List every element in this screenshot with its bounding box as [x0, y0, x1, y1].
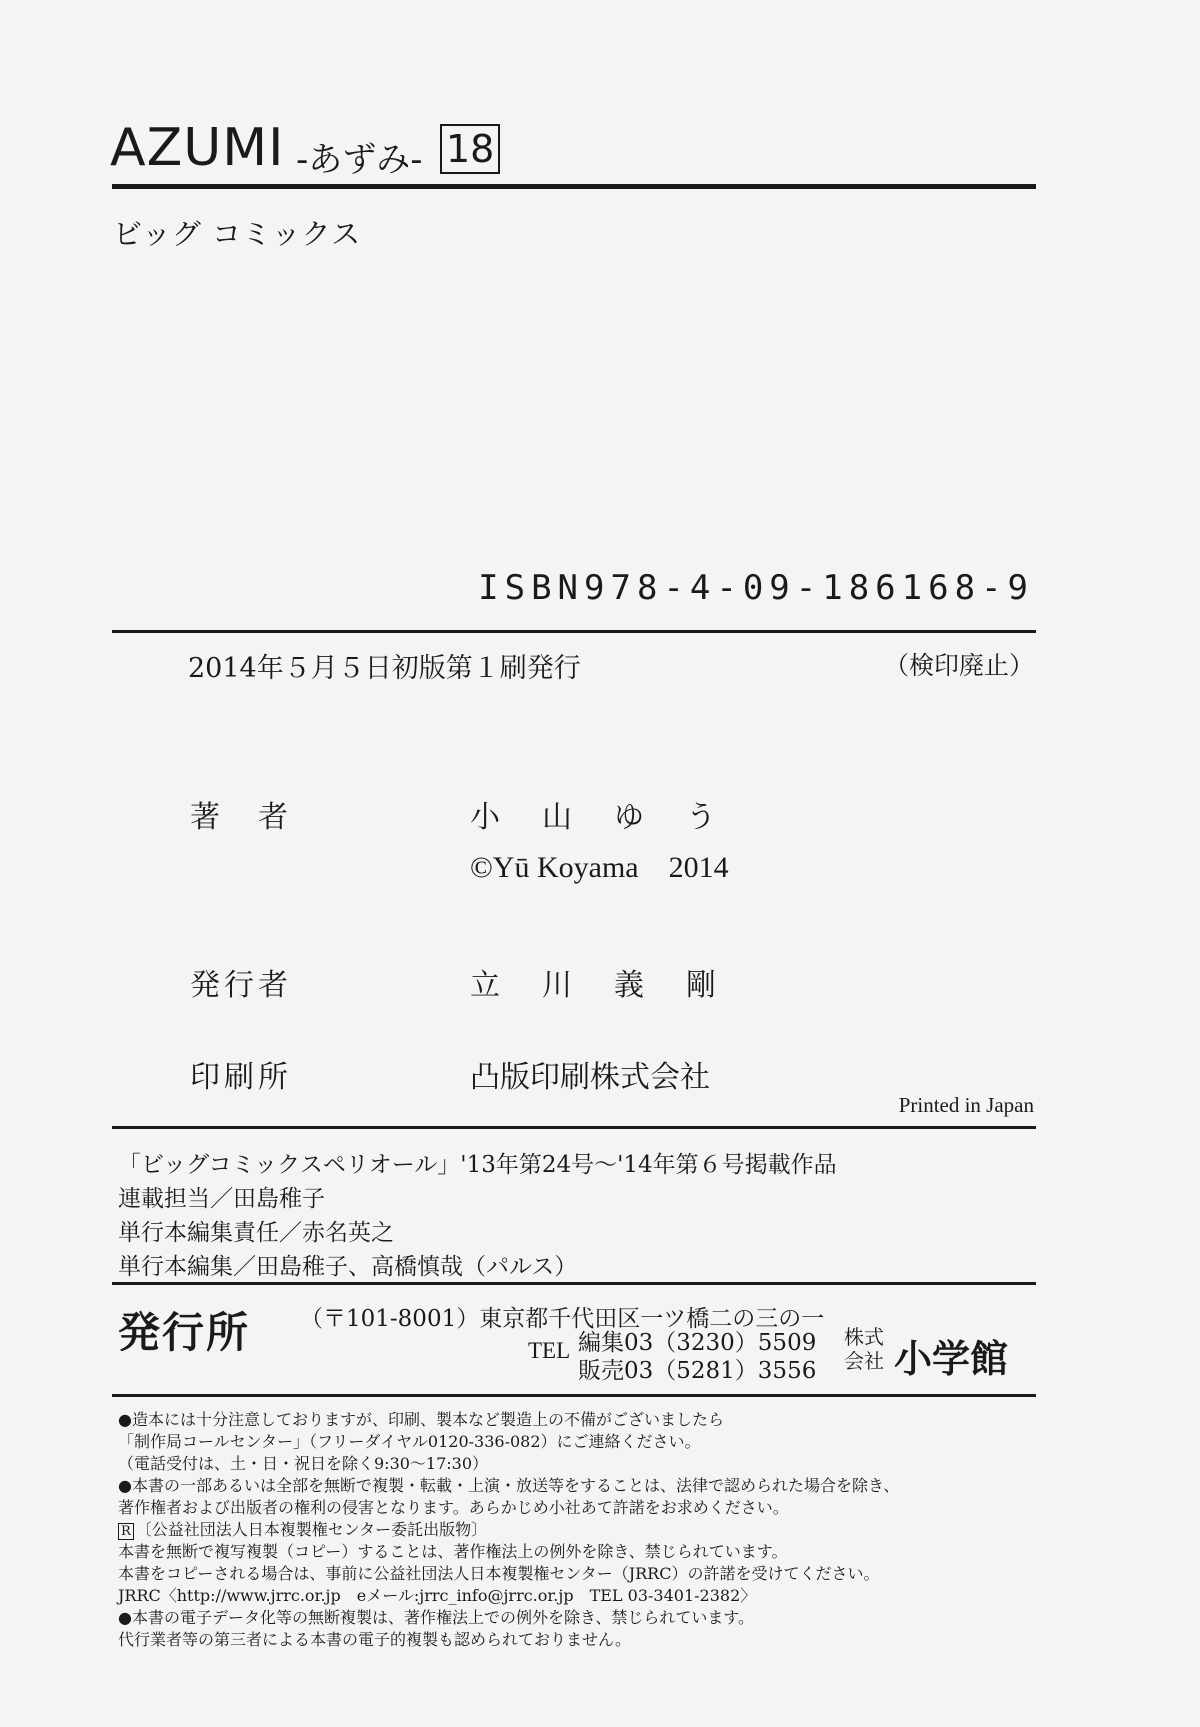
printed-in: Printed in Japan — [898, 1093, 1034, 1117]
note-line: （電話受付は、土・日・祝日を除く9:30～17:30） — [118, 1454, 489, 1473]
book-title-kana: -あずみ- — [296, 140, 423, 180]
copyright: ©Yū Koyama 2014 — [470, 851, 729, 884]
isbn-rule — [112, 630, 1036, 633]
company-prefix: 会社 — [844, 1349, 884, 1373]
note-line: ●本書の一部あるいは全部を無断で複製・転載・上演・放送等をすることは、法律で認められた場合を除き、 — [118, 1476, 900, 1495]
publisher-address: （〒101-8001）東京都千代田区一ツ橋二の三の一 — [300, 1306, 825, 1332]
note-line: 本書をコピーされる場合は、事前に公益社団法人日本複製権センター（JRRC）の許諾を受けてください。 — [118, 1564, 880, 1583]
note-text: 〔公益社団法人日本複製権センター委託出版物〕 — [135, 1520, 488, 1539]
note-line: 著作権者および出版者の権利の侵害となります。あらかじめ小社あて許諾をお求めください。 — [118, 1498, 789, 1517]
credit-line: 単行本編集／田島稚子、高橋慎哉（パルス） — [118, 1254, 578, 1280]
tel-label: TEL — [528, 1338, 571, 1363]
publisher-person-name: 立 川 義 剛 — [470, 968, 722, 1003]
company-name: 小学館 — [894, 1337, 1009, 1381]
publisher-label: 発行所 — [118, 1308, 251, 1357]
note-line: ●造本には十分注意しておりますが、印刷、製本など製造上の不備がございましたら — [118, 1410, 724, 1429]
book-title: AZUMI — [110, 118, 285, 178]
r-mark-icon: R — [118, 1523, 134, 1540]
note-line: 「制作局コールセンター」（フリーダイヤル0120-336-082）にご連絡ください。 — [118, 1432, 701, 1451]
publisher-person-label: 発行者 — [190, 968, 292, 1003]
printer-label: 印刷所 — [190, 1060, 292, 1095]
publisher-rule — [112, 1394, 1036, 1397]
tel-editorial: 編集03（3230）5509 — [578, 1330, 817, 1356]
title-rule — [112, 184, 1036, 189]
series-name: ビッグ コミックス — [113, 217, 362, 251]
author-name: 小 山 ゆ う — [470, 800, 722, 835]
note-line: 本書を無断で複写複製（コピー）することは、著作権法上の例外を除き、禁じられています。 — [118, 1542, 788, 1561]
seal-note: （検印廃止） — [883, 653, 1034, 680]
edition-date: 2014年５月５日初版第１刷発行 — [188, 653, 581, 684]
note-line: JRRC〈http://www.jrrc.or.jp eメール:jrrc_info@jrrc.or.jp TEL 03-3401-2382〉 — [118, 1586, 757, 1605]
printer-name: 凸版印刷株式会社 — [470, 1060, 710, 1095]
credits-rule — [112, 1282, 1036, 1285]
author-label: 著 者 — [190, 800, 292, 835]
note-line: ●本書の電子データ化等の無断複製は、著作権法上での例外を除き、禁じられています。 — [118, 1608, 755, 1627]
credit-line: 単行本編集責任／赤名英之 — [118, 1220, 394, 1246]
volume-number: 18 — [440, 124, 500, 174]
company-prefix: 株式 — [844, 1325, 884, 1349]
tel-sales: 販売03（5281）3556 — [578, 1358, 817, 1384]
staff-rule — [112, 1126, 1036, 1129]
credit-line: 「ビッグコミックスペリオール」'13年第24号～'14年第６号掲載作品 — [118, 1152, 837, 1178]
note-line: 代行業者等の第三者による本書の電子的複製も認められておりません。 — [118, 1630, 631, 1649]
note-line — [118, 1520, 487, 1540]
credit-line: 連載担当／田島稚子 — [118, 1186, 325, 1212]
isbn: ISBN978-4-09-186168-9 — [478, 568, 1034, 608]
